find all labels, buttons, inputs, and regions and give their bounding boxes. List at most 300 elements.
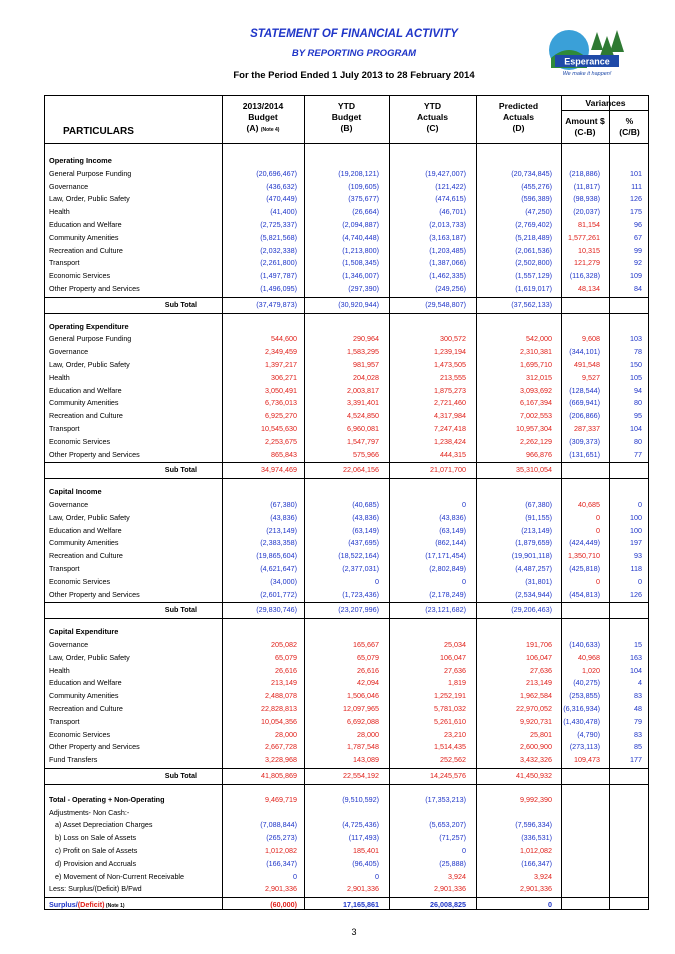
cell-a: 9,469,719 [265, 794, 297, 804]
cell-d: (37,562,133) [511, 299, 552, 309]
cell-b: (1,346,007) [342, 271, 379, 281]
row-label: b) Loss on Sale of Assets [55, 833, 137, 843]
cell-b: 2,901,336 [347, 884, 379, 894]
subtotal-row [45, 299, 648, 311]
cell-a: 65,079 [275, 652, 297, 662]
row-label: Transport [49, 716, 80, 726]
cell-d: (596,389) [521, 194, 552, 204]
cell-d: (166,347) [521, 858, 552, 868]
cell-f: 126 [630, 194, 642, 204]
cell-f: 111 [631, 181, 642, 191]
table-row [45, 871, 648, 883]
cell-d: (2,769,402) [515, 220, 552, 229]
cell-c: 26,008,825 [430, 900, 466, 910]
cell-f: 109 [630, 271, 642, 281]
cell-c: 1,473,505 [434, 360, 466, 369]
cell-d: 9,920,731 [520, 716, 552, 726]
cell-d: 25,801 [530, 729, 552, 739]
row-label: Law, Order, Public Safety [49, 360, 130, 369]
cell-c: 27,636 [444, 665, 466, 675]
cell-f: 104 [630, 665, 642, 675]
cell-c: 213,555 [440, 372, 466, 382]
cell-f: 94 [634, 385, 642, 395]
cell-e: (309,373) [569, 436, 600, 446]
cell-c: 0 [462, 576, 466, 586]
cell-a: 2,253,675 [265, 436, 297, 446]
cell-f: 83 [634, 691, 642, 701]
deficit-label: (Deficit) [77, 900, 105, 910]
cell-a: (34,000) [270, 576, 297, 586]
cell-d: 106,047 [526, 652, 552, 662]
cell-c: 106,047 [440, 652, 466, 662]
table-row [45, 168, 648, 180]
row-label: Other Property and Services [49, 449, 140, 459]
cell-d: (213,149) [521, 525, 552, 535]
cell-e: 9,608 [582, 334, 600, 344]
cell-d: (91,155) [525, 512, 552, 522]
row-label: Health [49, 372, 70, 382]
cell-c: (2,802,849) [429, 564, 466, 573]
cell-d: 2,310,381 [520, 347, 552, 357]
table-row [45, 639, 648, 651]
cell-c: 2,901,336 [434, 884, 466, 894]
cell-d: 35,310,054 [516, 465, 552, 475]
cell-b: (4,740,448) [342, 232, 379, 242]
row-label: Transport [49, 258, 80, 268]
cell-d: 41,450,932 [516, 771, 552, 780]
cell-e: (1,430,478) [563, 716, 600, 726]
subtotal-bottom-rule [45, 478, 648, 479]
cell-d: (2,502,800) [515, 258, 552, 268]
cell-b: (1,723,436) [342, 589, 379, 599]
row-label [49, 899, 125, 912]
cell-b: 12,097,965 [343, 704, 379, 713]
row-label: c) Profit on Sale of Assets [55, 846, 138, 855]
cell-e: (20,037) [573, 207, 600, 217]
cell-d: 3,093,692 [520, 385, 552, 395]
cell-f: 4 [638, 678, 642, 688]
row-label: Health [49, 207, 70, 217]
row-label: Education and Welfare [49, 678, 122, 688]
cell-b: (63,149) [352, 525, 379, 535]
cell-b: (2,094,887) [342, 220, 379, 229]
cell-d: (4,487,257) [515, 564, 552, 573]
cell-b: 4,524,850 [347, 411, 379, 421]
cell-b: (437,695) [348, 538, 379, 548]
col-c-header: YTD Actuals (C) [416, 101, 449, 133]
cell-c: 1,252,191 [434, 691, 466, 701]
cell-c: (17,353,213) [425, 794, 466, 804]
table-row [45, 423, 648, 435]
cell-c: 300,572 [440, 334, 466, 344]
cell-f: 197 [630, 538, 642, 548]
cell-a: 0 [293, 871, 297, 881]
cell-b: (2,377,031) [342, 564, 379, 573]
cell-e: 121,279 [574, 258, 600, 268]
cell-a: (41,400) [270, 207, 297, 217]
cell-b: 575,966 [353, 449, 379, 459]
row-label: Sub Total [164, 299, 197, 309]
row-label: Operating Income [49, 156, 112, 165]
cell-f: 96 [634, 220, 642, 229]
table-row [45, 690, 648, 702]
cell-a: (2,032,338) [260, 245, 297, 255]
table-row [45, 181, 648, 193]
cell-a: (213,149) [266, 525, 297, 535]
row-label: Economic Services [49, 271, 111, 281]
table-row [45, 576, 648, 588]
cell-b: 6,960,081 [347, 424, 379, 433]
table-row [45, 807, 648, 819]
cell-c: 1,819 [448, 678, 466, 688]
cell-e: 1,020 [582, 665, 600, 675]
cell-a: 34,974,469 [261, 465, 297, 475]
cell-f: 77 [634, 449, 642, 459]
section-heading [45, 486, 648, 498]
cell-d: (1,879,659) [515, 538, 552, 548]
cell-a: (265,273) [266, 833, 297, 843]
table-row [45, 525, 648, 537]
table-row [45, 741, 648, 753]
cell-f: 83 [634, 729, 642, 739]
cell-c: (46,701) [439, 207, 466, 217]
cell-f: 80 [634, 398, 642, 408]
statement-title: STATEMENT OF FINANCIAL ACTIVITY [250, 28, 458, 40]
cell-c: (19,427,007) [425, 168, 466, 178]
cell-a: (2,261,800) [260, 258, 297, 268]
table-row [45, 333, 648, 345]
cell-d: 2,600,900 [520, 742, 552, 752]
row-label: Other Property and Services [49, 742, 140, 752]
cell-c: (474,615) [435, 194, 466, 204]
table-row [45, 359, 648, 371]
cell-d: (336,531) [521, 833, 552, 843]
cell-a: 2,488,078 [265, 691, 297, 701]
cell-b: (117,493) [348, 833, 379, 843]
cell-b: 204,028 [353, 372, 379, 382]
cell-f: 118 [630, 564, 642, 573]
row-label: Law, Order, Public Safety [49, 194, 130, 204]
cell-f: 95 [634, 411, 642, 421]
cell-f: 163 [630, 652, 642, 662]
financial-activity-table [44, 95, 649, 910]
cell-f: 67 [634, 232, 642, 242]
cell-a: (1,497,787) [260, 271, 297, 281]
statement-subtitle: BY REPORTING PROGRAM [291, 48, 417, 59]
cell-b: 42,094 [357, 678, 379, 688]
cell-e: 40,968 [578, 652, 600, 662]
row-label: Fund Transfers [49, 755, 98, 765]
cell-a: 3,050,491 [265, 385, 297, 395]
cell-d: 22,970,052 [516, 704, 552, 713]
cell-a: (37,479,873) [256, 299, 297, 309]
cell-a: (20,696,467) [256, 168, 297, 178]
subtotal-top-rule [45, 768, 648, 769]
table-row [45, 232, 648, 244]
cell-b: 165,667 [353, 640, 379, 649]
cell-c: 0 [462, 500, 466, 509]
cell-e: (344,101) [569, 347, 600, 357]
cell-e: (140,633) [569, 640, 600, 649]
cell-d: 9,992,390 [520, 794, 552, 804]
cell-c: 1,238,424 [434, 436, 466, 446]
cell-e: 287,337 [574, 424, 600, 433]
table-row [45, 665, 648, 677]
row-label: Capital Income [49, 487, 102, 497]
cell-d: 0 [548, 900, 552, 910]
table-row [45, 372, 648, 384]
cell-c: 1,239,194 [434, 347, 466, 357]
cell-a: (470,449) [266, 194, 297, 204]
cell-e: 81,154 [578, 220, 600, 229]
row-label: Governance [49, 640, 89, 649]
cell-c: 21,071,700 [430, 465, 466, 475]
subtotal-row [45, 464, 648, 476]
row-label: Health [49, 665, 70, 675]
cell-b: (4,725,436) [342, 820, 379, 830]
cell-a: (43,836) [270, 512, 297, 522]
cell-b: (30,920,944) [338, 299, 379, 309]
row-label: Education and Welfare [49, 385, 122, 395]
cell-f: 85 [634, 742, 642, 752]
cell-e: 0 [596, 576, 600, 586]
table-row [45, 703, 648, 715]
cell-b: (18,522,164) [338, 551, 379, 561]
cell-f: 105 [630, 372, 642, 382]
table-row [45, 677, 648, 689]
row-label: General Purpose Funding [49, 334, 132, 344]
row-label: Sub Total [164, 771, 197, 780]
page-number: 3 [351, 927, 357, 937]
col-b-header: YTD Budget (B) [331, 101, 362, 133]
table-row [45, 883, 648, 895]
col-d-header: Predicted Actuals (D) [498, 101, 539, 133]
cell-f: 48 [634, 704, 642, 713]
cell-a: (2,601,772) [260, 589, 297, 599]
table-row [45, 729, 648, 741]
cell-b: (375,677) [348, 194, 379, 204]
cell-c: (5,653,207) [429, 820, 466, 830]
cell-d: 6,167,394 [520, 398, 552, 408]
cell-f: 101 [630, 168, 642, 178]
cell-a: 2,349,459 [265, 347, 297, 357]
cell-a: 1,012,082 [265, 846, 297, 855]
row-label: Law, Order, Public Safety [49, 652, 130, 662]
cell-f: 100 [630, 525, 642, 535]
cell-d: 1,012,082 [520, 846, 552, 855]
row-label: Governance [49, 347, 89, 357]
cell-c: 1,514,435 [434, 742, 466, 752]
cell-c: 14,245,576 [430, 771, 466, 780]
cell-e: (40,275) [573, 678, 600, 688]
cell-d: 542,000 [526, 334, 552, 344]
cell-c: 252,562 [440, 755, 466, 765]
surplus-top-rule [45, 897, 648, 898]
cell-a: 41,805,869 [261, 771, 297, 780]
cell-f: 104 [630, 424, 642, 433]
cell-e: (206,866) [569, 411, 600, 421]
cell-d: (7,596,334) [515, 820, 552, 830]
cell-b: 981,957 [353, 360, 379, 369]
cell-d: (1,619,017) [515, 284, 552, 293]
row-label: Sub Total [164, 605, 197, 615]
logo-name: Esperance [564, 56, 610, 67]
cell-b: (23,207,996) [338, 605, 379, 615]
cell-b: 0 [375, 576, 379, 586]
cell-a: 205,082 [271, 640, 297, 649]
row-label: Community Amenities [49, 691, 119, 701]
row-label: a) Asset Depreciation Charges [55, 820, 153, 830]
table-row [45, 754, 648, 766]
cell-a: 26,616 [275, 665, 297, 675]
row-label: Community Amenities [49, 398, 119, 408]
cell-e: 0 [596, 525, 600, 535]
col-e-header: Amount $ (C-B) [565, 116, 605, 137]
cell-b: 22,064,156 [343, 465, 379, 475]
cell-c: (1,203,485) [429, 245, 466, 255]
cell-d: (2,534,944) [515, 589, 552, 599]
cell-f: 93 [634, 551, 642, 561]
cell-d: 191,706 [526, 640, 552, 649]
cell-a: 10,054,356 [261, 716, 297, 726]
row-label: Recreation and Culture [49, 551, 123, 561]
subtotal-row [45, 770, 648, 782]
row-label: Sub Total [164, 465, 197, 475]
cell-a: 2,901,336 [265, 884, 297, 894]
cell-d: 27,636 [530, 665, 552, 675]
cell-a: (2,383,358) [260, 538, 297, 548]
cell-b: (26,664) [352, 207, 379, 217]
cell-b: 290,964 [353, 334, 379, 344]
cell-e: (454,813) [569, 589, 600, 599]
row-label: e) Movement of Non-Current Receivable [55, 871, 185, 881]
col-f-header: % (C/B) [619, 116, 640, 137]
cell-f: 80 [634, 436, 642, 446]
row-label: Recreation and Culture [49, 704, 123, 713]
cell-c: (29,548,807) [425, 299, 466, 309]
cell-d: (20,734,845) [511, 168, 552, 178]
cell-e: (98,938) [573, 194, 600, 204]
cell-a: (166,347) [266, 858, 297, 868]
table-row [45, 716, 648, 728]
cell-c: 1,875,273 [434, 385, 466, 395]
cell-d: 966,876 [526, 449, 552, 459]
cell-b: 26,616 [357, 665, 379, 675]
table-row [45, 385, 648, 397]
cell-f: 103 [630, 334, 642, 344]
logo-tagline: We make it happen! [562, 71, 612, 77]
cell-c: (2,178,249) [429, 589, 466, 599]
cell-d: 3,924 [534, 871, 552, 881]
cell-c: 0 [462, 846, 466, 855]
cell-c: (63,149) [439, 525, 466, 535]
cell-c: (121,422) [435, 181, 466, 191]
cell-f: 0 [638, 576, 642, 586]
row-label: Other Property and Services [49, 589, 140, 599]
cell-e: (131,651) [569, 449, 600, 459]
cell-b: (109,605) [348, 181, 379, 191]
row-label: Economic Services [49, 729, 111, 739]
cell-e: 48,134 [578, 284, 600, 293]
cell-a: (2,725,337) [260, 220, 297, 229]
cell-a: 6,925,270 [265, 411, 297, 421]
cell-d: 213,149 [526, 678, 552, 688]
cell-a: (5,821,568) [260, 232, 297, 242]
table-row [45, 819, 648, 831]
cell-c: 5,261,610 [434, 716, 466, 726]
cell-c: 444,315 [440, 449, 466, 459]
cell-f: 126 [630, 589, 642, 599]
cell-c: 25,034 [444, 640, 466, 649]
surplus-row [45, 899, 648, 911]
cell-f: 84 [634, 284, 642, 293]
row-label: Transport [49, 424, 80, 433]
table-row [45, 563, 648, 575]
period-heading: For the Period Ended 1 July 2013 to 28 February 2014 [233, 70, 475, 81]
cell-b: (1,508,345) [342, 258, 379, 268]
cell-f: 100 [630, 512, 642, 522]
cell-d: (47,250) [525, 207, 552, 217]
subtotal-bottom-rule [45, 784, 648, 785]
cell-b: 65,079 [357, 652, 379, 662]
cell-e: 1,350,710 [568, 551, 600, 561]
table-row [45, 270, 648, 282]
table-row [45, 436, 648, 448]
cell-a: 544,600 [271, 334, 297, 344]
table-row [45, 449, 648, 461]
cell-f: 78 [634, 347, 642, 357]
subtotal-top-rule [45, 602, 648, 603]
cell-b: (1,213,800) [342, 245, 379, 255]
cell-e: (424,449) [569, 538, 600, 548]
cell-e: 40,685 [578, 500, 600, 509]
cell-b: (40,685) [352, 500, 379, 509]
cell-c: (71,257) [439, 833, 466, 843]
table-row [45, 245, 648, 257]
row-label: Education and Welfare [49, 525, 122, 535]
cell-b: 0 [375, 871, 379, 881]
cell-e: (425,818) [569, 564, 600, 573]
cell-d: (1,557,129) [515, 271, 552, 281]
cell-d: (455,276) [521, 181, 552, 191]
cell-e: (128,544) [569, 385, 600, 395]
subtotal-bottom-rule [45, 313, 648, 314]
cell-a: 213,149 [271, 678, 297, 688]
cell-a: 22,828,813 [261, 704, 297, 713]
cell-a: (67,380) [270, 500, 297, 509]
cell-b: (9,510,592) [342, 794, 379, 804]
table-row [45, 832, 648, 844]
row-label: Adjustments- Non Cash:- [49, 807, 130, 817]
cell-c: 2,721,460 [434, 398, 466, 408]
row-label: Recreation and Culture [49, 245, 123, 255]
cell-d: (5,218,489) [515, 232, 552, 242]
cell-a: (7,088,844) [260, 820, 297, 830]
table-row [45, 858, 648, 870]
table-row [45, 410, 648, 422]
cell-b: 22,554,192 [343, 771, 379, 780]
cell-c: 3,924 [448, 871, 466, 881]
cell-c: (25,888) [439, 858, 466, 868]
cell-b: 2,003,817 [347, 385, 379, 395]
cell-d: (29,206,463) [511, 605, 552, 615]
cell-a: (4,621,647) [260, 564, 297, 573]
cell-b: 17,165,861 [343, 900, 379, 910]
table-row [45, 845, 648, 857]
subtotal-bottom-rule [45, 618, 648, 619]
cell-e: 1,577,261 [568, 232, 600, 242]
cell-d: (31,801) [525, 576, 552, 586]
